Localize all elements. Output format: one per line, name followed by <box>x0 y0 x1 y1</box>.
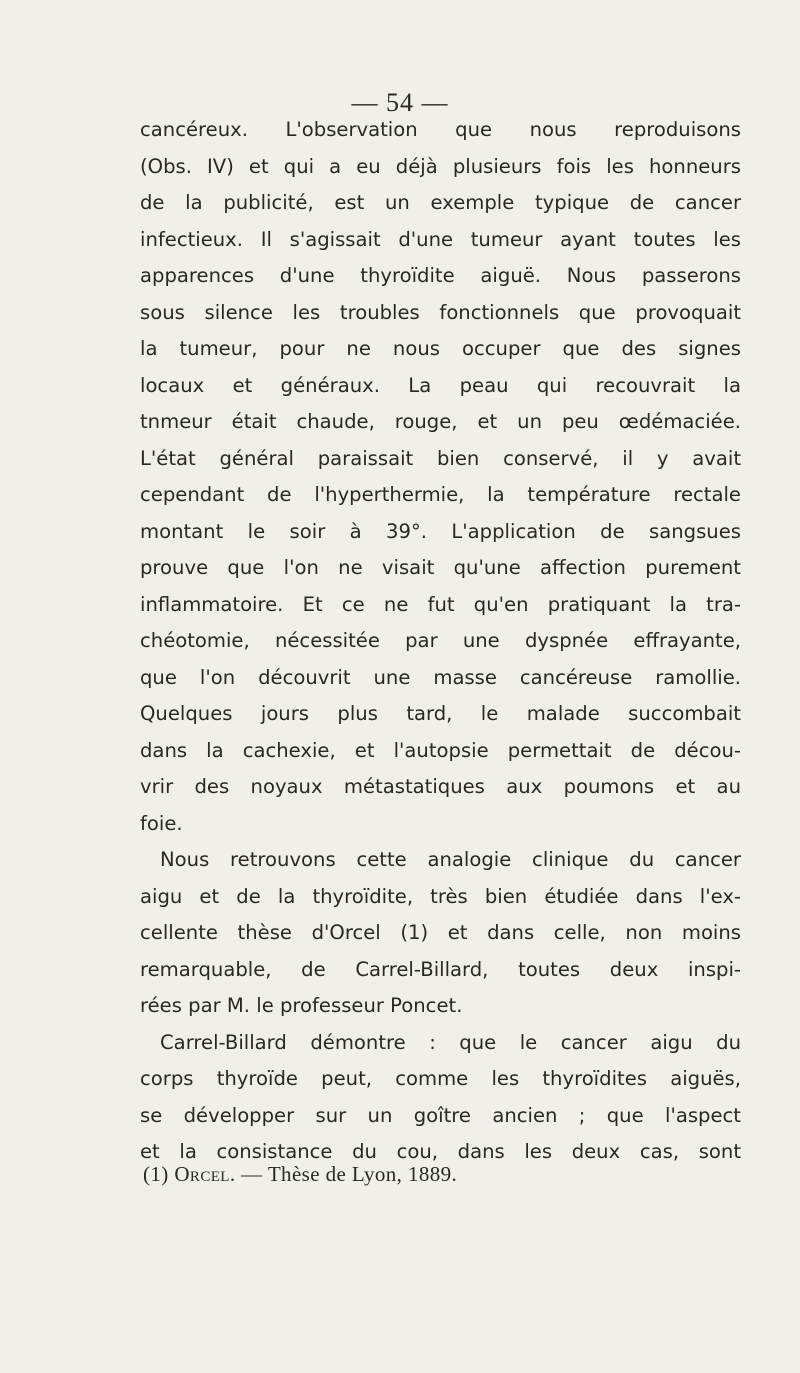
text-line: dans la cachexie, et l'autopsie permettait de décou- <box>140 738 741 762</box>
text-line: apparences d'une thyroïdite aiguë. Nous passerons <box>140 264 741 287</box>
text-line: se développer sur un goître ancien ; que l'aspect <box>140 1103 741 1127</box>
text-line: L'état général paraissait bien conservé, il y avait <box>140 446 741 470</box>
text-line: cependant de l'hyperthermie, la température rectale <box>140 483 741 506</box>
text-line: chéotomie, nécessitée par une dyspnée effrayante, <box>140 629 741 652</box>
text-line: et la consistance du cou, dans les deux cas, sont <box>140 1140 741 1163</box>
text-line: (Obs. IV) et qui a eu déjà plusieurs fois les honneurs <box>140 154 741 178</box>
text-line: inflammatoire. Et ce ne fut qu'en pratiquant la tra- <box>140 592 741 616</box>
text-line: foie. <box>140 811 183 835</box>
text-line: vrir des noyaux métastatiques aux poumons et au <box>140 775 741 798</box>
text-line: Nous retrouvons cette analogie clinique du cancer <box>160 848 741 871</box>
paragraph <box>140 1025 741 1171</box>
text-line: cellente thèse d'Orcel (1) et dans celle, non moins <box>140 921 741 944</box>
paragraph <box>140 112 741 842</box>
footnote-text: — Thèse de Lyon, 1889. <box>241 1162 458 1186</box>
text-line: infectieux. Il s'agissait d'une tumeur ayant toutes les <box>140 227 741 251</box>
text-line: rées par M. le professeur Poncet. <box>140 994 463 1017</box>
body-text <box>140 112 741 1171</box>
footnote-marker: (1) <box>143 1162 169 1186</box>
footnote-author: Orcel. <box>174 1162 236 1186</box>
text-line: tnmeur était chaude, rouge, et un peu œdémaciée. <box>140 410 741 433</box>
text-line: cancéreux. L'observation que nous reproduisons <box>140 118 741 141</box>
text-line: Carrel-Billard démontre : que le cancer aigu du <box>160 1030 741 1054</box>
text-line: que l'on découvrit une masse cancéreuse ramollie. <box>140 665 741 689</box>
text-line: locaux et généraux. La peau qui recouvrait la <box>140 373 741 397</box>
text-line: corps thyroïde peut, comme les thyroïdites aiguës, <box>140 1067 741 1090</box>
footnote <box>143 1162 457 1187</box>
text-line: sous silence les troubles fonctionnels que provoquait <box>140 300 741 324</box>
text-line: la tumeur, pour ne nous occuper que des signes <box>140 337 741 360</box>
text-line: montant le soir à 39°. L'application de sangsues <box>140 519 741 543</box>
text-line: de la publicité, est un exemple typique de cancer <box>140 191 741 214</box>
text-line: Quelques jours plus tard, le malade succombait <box>140 702 741 725</box>
page-number: — 54 — <box>351 88 449 117</box>
paragraph <box>140 842 741 1025</box>
text-line: aigu et de la thyroïdite, très bien étudiée dans l'ex- <box>140 884 741 908</box>
text-line: remarquable, de Carrel-Billard, toutes deux inspi- <box>140 957 741 981</box>
text-line: prouve que l'on ne visait qu'une affection purement <box>140 556 741 579</box>
